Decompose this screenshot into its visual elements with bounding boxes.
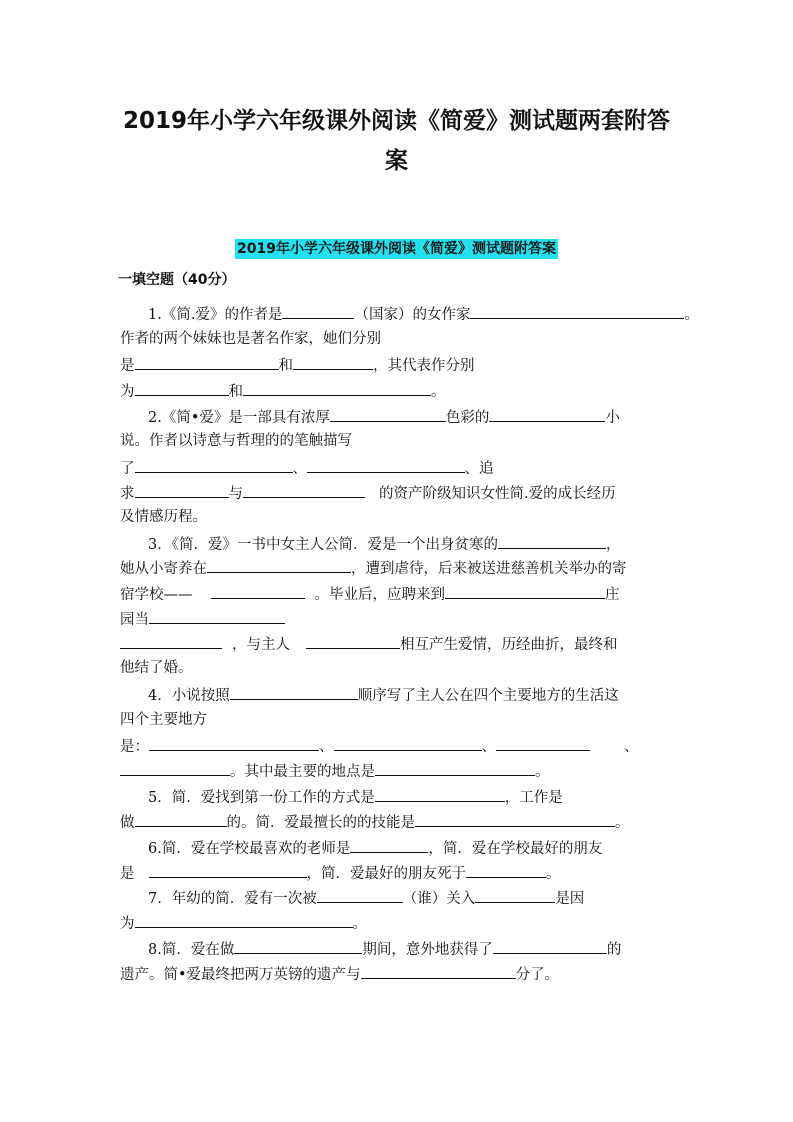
text: 色彩的 [445,410,490,426]
blank [135,811,227,827]
text: 。 [352,916,367,932]
text-line [120,457,676,479]
blank [307,457,465,473]
text: 。 [615,815,630,831]
subtitle-highlight: 2019年小学六年级课外阅读《简爱》测试题附答案 [237,241,556,257]
blank [293,354,373,370]
text: ，其代表作分别 [373,358,475,374]
blank [489,406,605,422]
question-7 [120,887,704,909]
blank [149,735,319,751]
text: 。其中最主要的地点是 [230,764,375,780]
blank [375,786,505,802]
blank [243,380,431,396]
text: 遗产。简•爱最终把两万英镑的遗产与 [120,967,361,983]
text: ，简．爱最好的朋友死于 [306,866,466,882]
blank [470,303,684,319]
blank [350,837,428,853]
text-line [120,633,676,655]
text-line: 说。作者以诗意与哲理的的笔触描写 [120,433,352,449]
text: 的资产阶级知识女性简.爱的成长经历 [379,486,616,502]
text: 、 [292,461,307,477]
question-2 [120,406,704,428]
text: 相互产生爱情，历经曲折，最终和 [400,637,618,653]
blank [496,735,590,751]
text-line [120,380,676,402]
blank [135,912,353,928]
text-line [120,760,676,782]
text-line [120,354,676,376]
text: ，简．爱在学校最好的朋友 [428,841,603,857]
text-line [120,963,676,985]
text-line: 作者的两个妹妹也是著名作家，她们分别 [120,331,381,347]
text-line [120,583,676,605]
blank [334,735,482,751]
text: 、追 [464,461,494,477]
blank [207,557,351,573]
text: 是： [120,739,149,755]
blank [234,938,362,954]
text: 。 [684,307,699,323]
text-line [120,811,676,833]
text: 7．年幼的简．爱有一次被 [148,891,317,907]
text-line [120,557,676,579]
blank [306,633,400,649]
text: 2.《简•爱》是一部具有浓厚 [148,410,330,426]
text: 、 [481,739,496,755]
text: ，工作是 [504,790,563,806]
text: （谁）关入 [402,891,476,907]
text: 为 [120,916,135,932]
question-8 [120,938,704,960]
blank [135,457,293,473]
text-line [120,862,676,884]
text: 和 [278,358,293,374]
subtitle [0,238,793,258]
blank [282,303,354,319]
blank [466,862,546,878]
blank [149,608,285,624]
blank [361,963,516,979]
text: 了 [120,461,135,477]
text: 做 [120,815,135,831]
question-5 [120,786,704,808]
blank [149,862,307,878]
document-title: 2019年小学六年级课外阅读《简爱》测试题两套附答 [122,108,670,134]
text: ， [605,537,621,553]
text: 顺序写了主人公在四个主要地方的生活这 [357,688,619,704]
section-heading: 一填空题（40分） [118,272,236,288]
blank [211,583,305,599]
text: 。 [431,384,446,400]
text: 分了。 [515,967,560,983]
blank [230,684,358,700]
blank [317,887,403,903]
question-3 [120,533,704,555]
text: 与 [228,486,243,502]
text-line [120,912,676,934]
text: 求 [120,486,135,502]
text: 8.简．爱在做 [148,942,235,958]
blank [415,811,615,827]
text: 小 [605,410,620,426]
blank [120,633,222,649]
question-6 [120,837,704,859]
text: 的 [606,942,622,958]
text: 。 [535,764,550,780]
text: ，遭到虐待，后来被送进慈善机关举办的寄 [351,561,627,577]
text: 庄 [605,587,620,603]
text: ，与主人 [232,637,290,653]
text: 。毕业后，应聘来到 [314,587,445,603]
text-line [120,735,676,757]
blank [135,380,229,396]
text: 5．简．爱找到第一份工作的方式是 [148,790,375,806]
blank [375,760,535,776]
text: 为 [120,384,135,400]
text: 是因 [555,891,585,907]
blank [445,583,605,599]
text: 、 [624,739,639,755]
text-line: 四个主要地方 [120,712,207,728]
blank [135,354,279,370]
text-line [120,608,676,630]
blank [330,406,446,422]
question-4 [120,684,704,706]
question-1 [120,303,704,325]
blank [475,887,555,903]
text: 3．《简．爱》一书中女主人公简．爱是一个出身贫寒的 [148,537,498,553]
document-title-cont: 案 [385,148,408,174]
text: 。 [546,866,561,882]
text: 6.简．爱在学校最喜欢的老师是 [148,841,351,857]
blank [243,482,365,498]
text: 期间，意外地获得了 [362,942,493,958]
text: 1.《简.爱》的作者是 [148,307,283,323]
text-line: 他结了婚。 [120,660,193,676]
blank [498,533,606,549]
text: 的。简．爱最擅长的的技能是 [226,815,415,831]
text: 4．小说按照 [148,688,230,704]
text: 、 [319,739,334,755]
text: 宿学校—— [120,587,193,603]
text: 是 [120,866,135,882]
blank [493,938,607,954]
text-line [120,482,676,504]
blank [120,760,230,776]
text: 她从小寄养在 [120,561,207,577]
blank [135,482,229,498]
text: 是 [120,358,135,374]
text-line: 及情感历程。 [120,509,207,525]
text: （国家）的女作家 [354,307,471,323]
text: 和 [228,384,243,400]
text: 园当 [120,612,149,628]
